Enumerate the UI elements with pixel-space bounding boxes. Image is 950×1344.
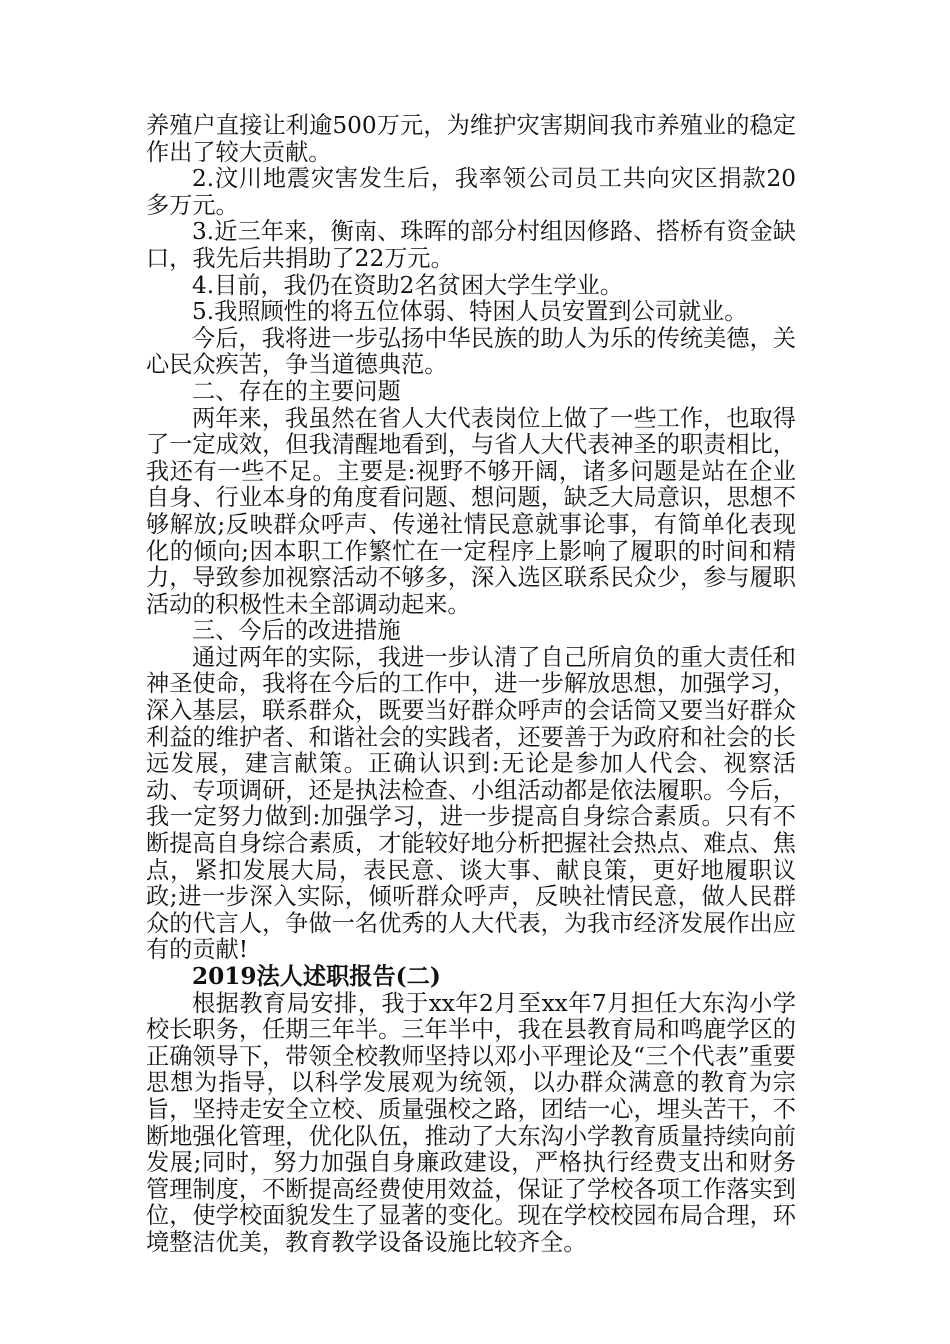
section-heading-improvements: 三、今后的改进措施 <box>192 617 401 645</box>
list-item-student-support: 4.目前，我仍在资助2名贫困大学生学业。 <box>192 271 624 299</box>
paragraph-problems: 两年来，我虽然在省人大代表岗位上做了一些工作，也取得了一定成效，但我清醒地看到，与省人大代表神圣的职责相比，我还有一些不足。主要是:视野不够开阔，诸多问题是站在企业自身、行业本身的角度看问题、想问题，缺乏大局意识，思想不够解放;反映群众呼声、传递社情民意就事论事，有简单化表现化的倾向;因本职工作繁忙在一定程序上影响了履职的时间和精力，导致参加视察活动不够多，深入选区联系民众少，参与履职活动的积极性未全部调动起来。 <box>146 404 796 618</box>
list-item-earthquake-donation: 2.汶川地震灾害发生后，我率领公司员工共向灾区捐款20多万元。 <box>146 165 796 219</box>
paragraph-principal-report: 根据教育局安排，我于xx年2月至xx年7月担任大东沟小学校长职务，任期三年半。三年半中，我在县教育局和鸣鹿学区的正确领导下，带领全校教师坚持以邓小平理论及“三个代表”重要思想为指导，以科学发展观为统领，以办群众满意的教育为宗旨，坚持走安全立校、质量强校之路，团结一心，埋头苦干，不断地强化管理，优化队伍，推动了大东沟小学教育质量持续向前发展;同时，努力加强自身廉政建设，严格执行经费支出和财务管理制度，不断提高经费使用效益，保证了学校各项工作落实到位，使学校面貌发生了显著的变化。现在学校校园布局合理，环境整洁优美，教育教学设备设施比较齐全。 <box>146 989 796 1256</box>
list-item-employment: 5.我照顾性的将五位体弱、特困人员安置到公司就业。 <box>192 298 748 326</box>
list-item-village-funding: 3.近三年来，衡南、珠晖的部分村组因修路、搭桥有资金缺口，我先后共捐助了22万元。 <box>146 218 796 272</box>
section-heading-problems: 二、存在的主要问题 <box>192 377 401 405</box>
report-title-part-two: 2019法人述职报告(二) <box>192 963 441 990</box>
document-page <box>146 113 796 1257</box>
paragraph-improvements: 通过两年的实际，我进一步认清了自己所肩负的重大责任和神圣使命，我将在今后的工作中，进一步解放思想，加强学习，深入基层，联系群众，既要当好群众呼声的会话筒又要当好群众利益的维护者、和谐社会的实践者，还要善于为政府和社会的长远发展，建言献策。正确认识到:无论是参加人代会、视察活动、专项调研，还是执法检查、小组活动都是依法履职。今后，我一定努力做到:加强学习，进一步提高自身综合素质。只有不断提高自身综合素质，才能较好地分析把握社会热点、难点、焦点，紧扣发展大局，表民意、谈大事、献良策，更好地履职议政;进一步深入实际，倾听群众呼声，反映社情民意，做人民群众的代言人，争做一名优秀的人大代表，为我市经济发展作出应有的贡献! <box>146 643 796 964</box>
paragraph-donation-intro: 养殖户直接让利逾500万元，为维护灾害期间我市养殖业的稳定作出了较大贡献。 <box>146 112 796 166</box>
paragraph-future-virtue: 今后，我将进一步弘扬中华民族的助人为乐的传统美德，关心民众疾苦，争当道德典范。 <box>146 324 796 379</box>
